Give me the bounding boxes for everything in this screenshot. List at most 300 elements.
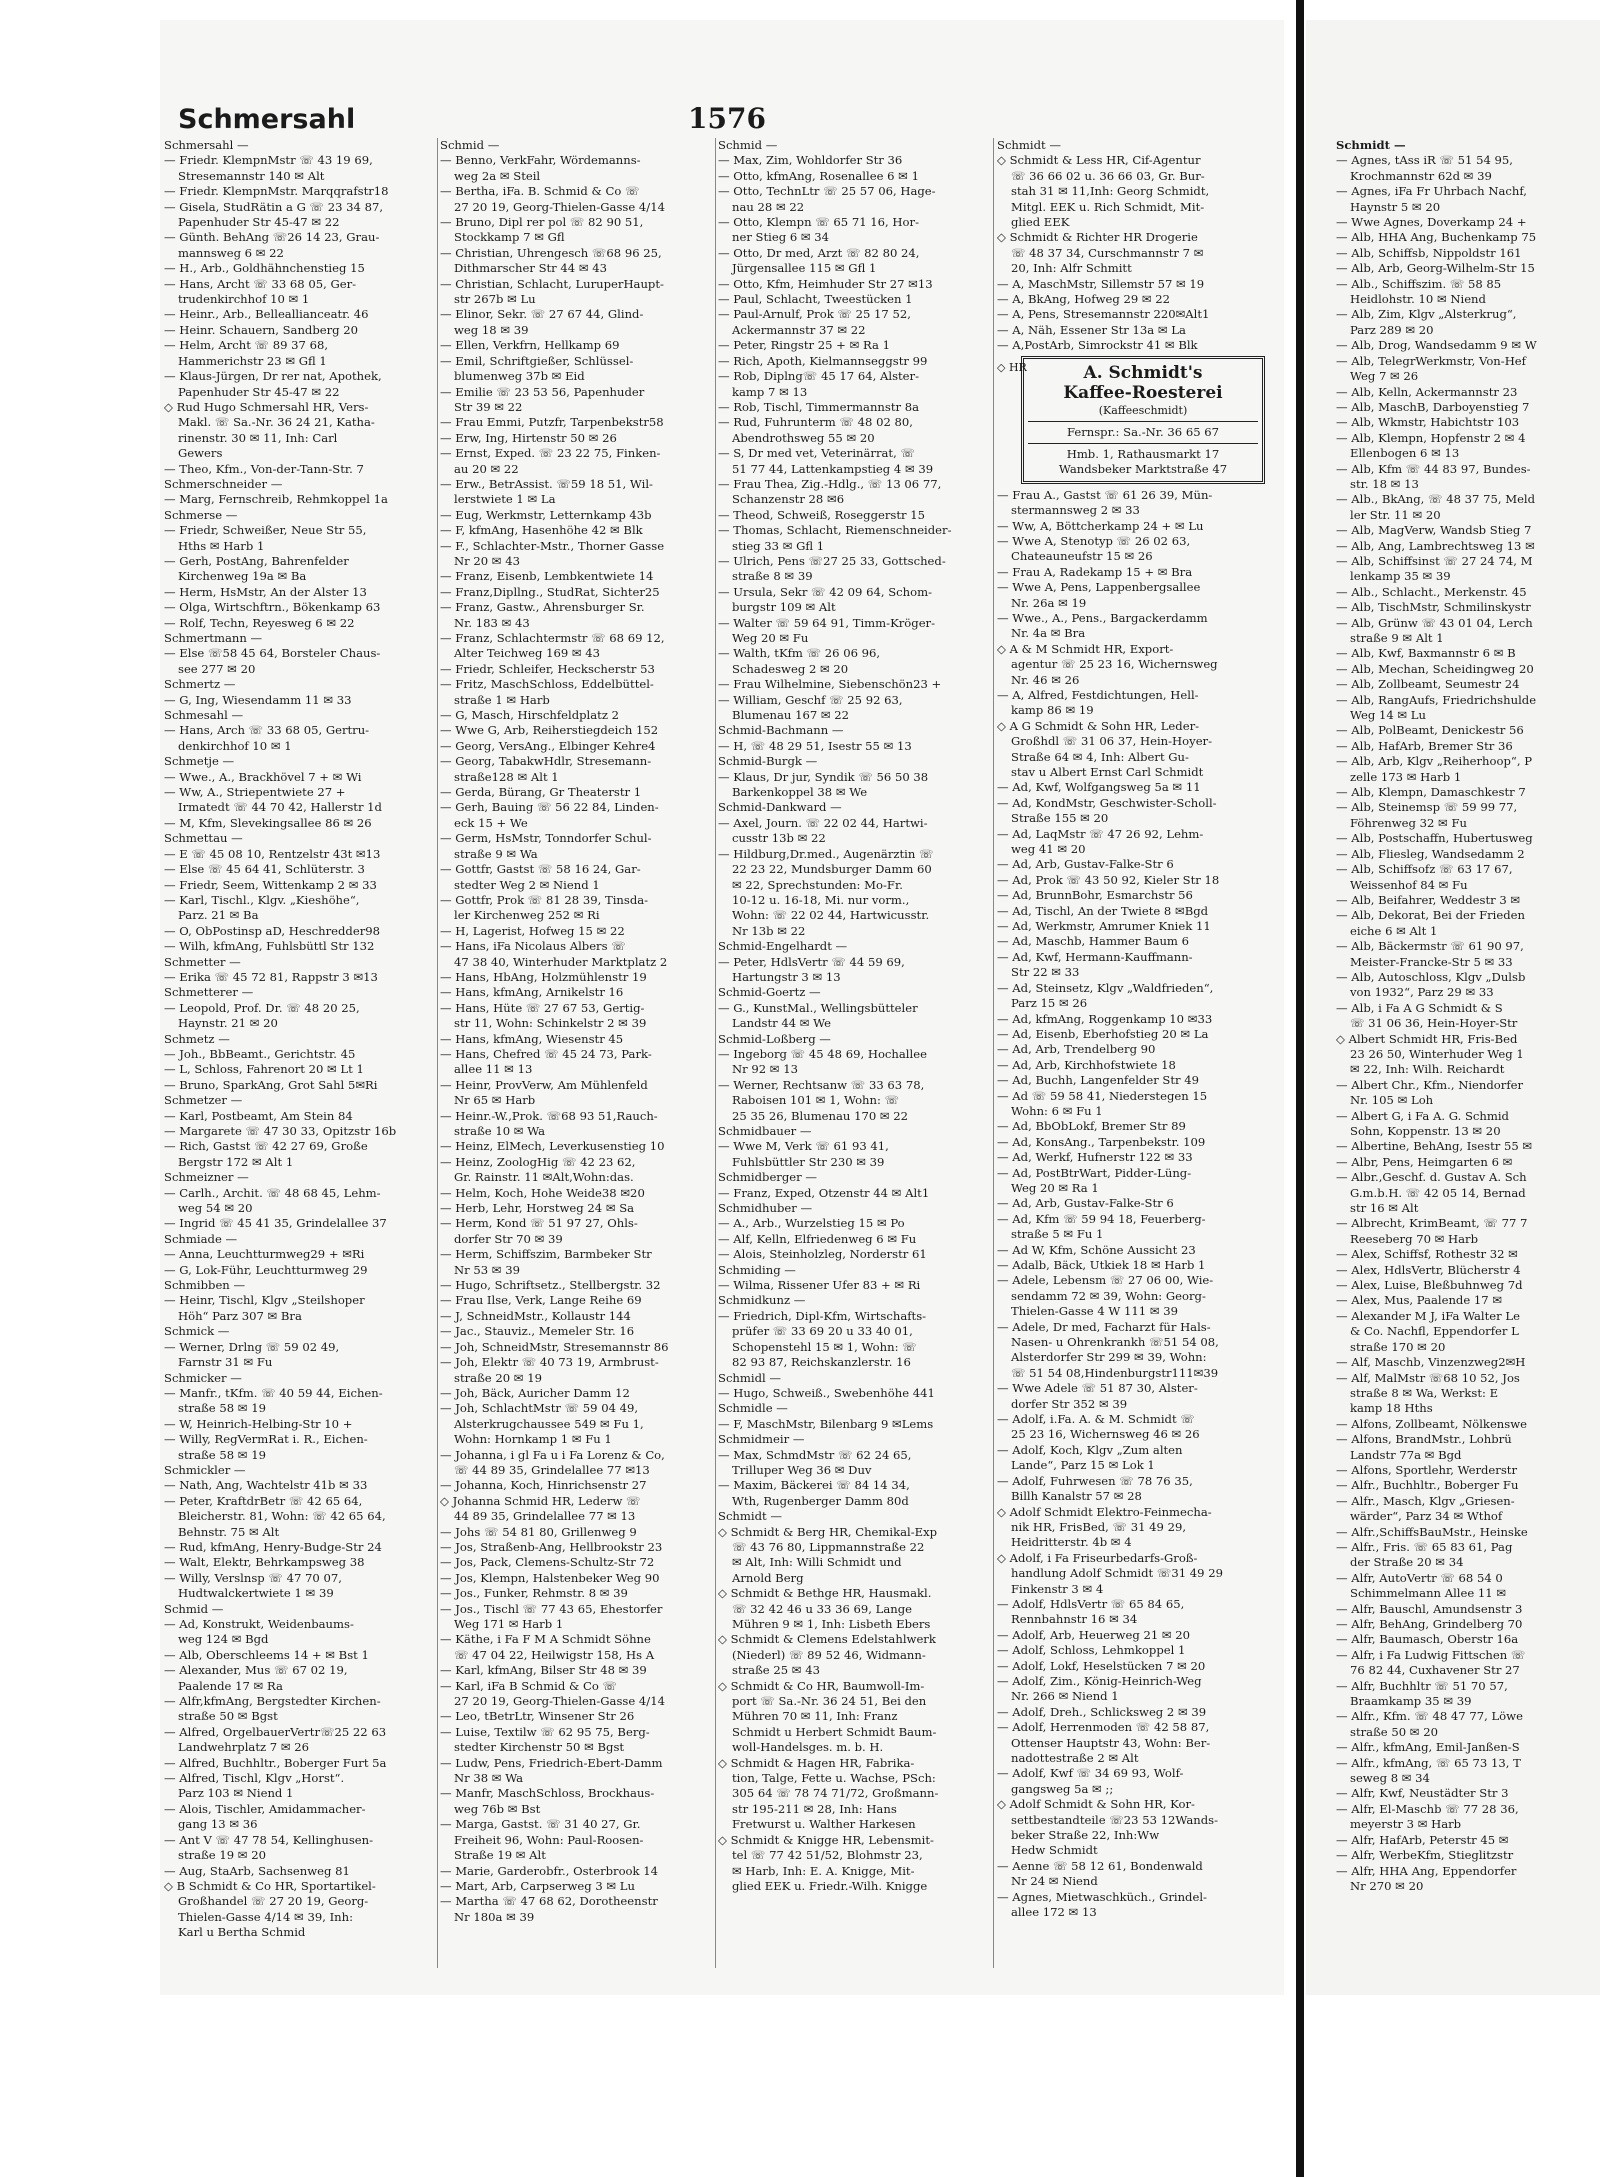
directory-entry-line: — Ad, Arb, Gustav-Falke-Str 6 [997,1196,1174,1211]
directory-entry-line: straße 19 ✉ 20 [178,1848,266,1863]
directory-entry-line: — Alb, MagVerw, Wandsb Stieg 7 [1336,523,1532,538]
directory-entry-line: — Else ☏58 45 64, Borsteler Chaus- [164,646,381,661]
directory-entry-line: — Günth. BehAng ☏26 14 23, Grau- [164,230,380,245]
directory-entry-line: — Frau Thea, Zig.-Hdlg., ☏ 13 06 77, [718,476,942,491]
directory-entry-line: — Adolf, Schloss, Lehmkoppel 1 [997,1643,1186,1658]
directory-entry-line: Thielen-Gasse 4 W 111 ✉ 39 [1011,1304,1178,1319]
directory-entry-line: Bleicherstr. 81, Wohn: ☏ 42 65 64, [178,1509,386,1524]
directory-entry-line: — Paul-Arnulf, Prok ☏ 25 17 52, [718,307,911,322]
directory-entry-line: Schmidt u Herbert Schmidt Baum- [732,1724,937,1739]
directory-entry-line: — Otto, TechnLtr ☏ 25 57 06, Hage- [718,184,936,199]
directory-entry-line: straße 50 ✉ 20 [1350,1724,1438,1739]
directory-entry-line: — Ulrich, Pens ☏27 25 33, Gottsched- [718,553,946,568]
directory-entry-line: — Rud, kfmAng, Henry-Budge-Str 24 [164,1539,382,1554]
directory-entry-line: ☏ 47 04 22, Heilwigstr 158, Hs A [454,1647,655,1662]
directory-entry-line: Parz 289 ✉ 20 [1350,322,1434,337]
directory-entry-line: 27 20 19, Georg-Thielen-Gasse 4/14 [454,199,665,214]
directory-entry-line: — Ad ☏ 59 58 41, Niederstegen 15 [997,1088,1208,1103]
directory-entry-line: — Alb, Schiffsofz ☏ 63 17 67, [1336,862,1513,877]
directory-entry-line: Nr. 4a ✉ Bra [1011,626,1086,641]
directory-entry-line: — Gottfr, Prok ☏ 81 28 39, Tinsda- [440,892,649,907]
directory-entry-line: Schmidle — [718,1401,788,1416]
directory-entry-line: — Ad, Werkmstr, Amrumer Kniek 11 [997,919,1211,934]
directory-entry-line: Schmetter — [164,954,241,969]
directory-entry-line: Landstr 44 ✉ We [732,1016,832,1031]
directory-entry-line: ◇ Schmidt & Less HR, Cif-Agentur [997,153,1201,168]
directory-entry-line: — Ludw, Pens, Friedrich-Ebert-Damm [440,1755,663,1770]
directory-entry-line: — Marga, Gastst. ☏ 31 40 27, Gr. [440,1817,641,1832]
directory-entry-line: — Hans, Hüte ☏ 27 67 53, Gertig- [440,1000,645,1015]
column-divider [715,138,716,1968]
directory-entry-line: ler Kirchenweg 252 ✉ Ri [454,908,600,923]
ad-title: Kaffee-Roesterei [1063,382,1223,403]
directory-entry-line: — Albertine, BehAng, Isestr 55 ✉ [1336,1139,1533,1154]
directory-entry-line: — Ad, Konstrukt, Weidenbaums- [164,1617,354,1631]
directory-entry-line: Schmetz — [164,1031,230,1046]
directory-entry-line: Freiheit 96, Wohn: Paul-Roosen- [454,1832,644,1847]
directory-entry-line: — Alfr., kfmAng, ☏ 65 73 13, T [1336,1755,1521,1770]
directory-entry-line: — Adalb, Bäck, Utkiek 18 ✉ Harb 1 [997,1258,1206,1272]
directory-entry-line: stav u Albert Ernst Carl Schmidt [1011,765,1204,779]
directory-entry-line: — Marg, Fernschreib, Rehmkoppel 1a [164,492,388,507]
directory-entry-line: — Heinr, ProvVerw, Am Mühlenfeld [440,1077,648,1092]
directory-entry-line: Großhdl ☏ 31 06 37, Hein-Hoyer- [1011,734,1213,749]
directory-entry-line: seweg 8 ✉ 34 [1350,1771,1430,1786]
directory-entry-line: ◇ Schmidt & Knigge HR, Lebensmit- [718,1832,934,1847]
directory-entry-line: Parz 103 ✉ Niend 1 [178,1786,294,1801]
directory-entry-line: — Adolf, Dreh., Schlicksweg 2 ✉ 39 [997,1704,1207,1719]
directory-entry-line: — Ad, PostBtrWart, Pidder-Lüng- [997,1165,1192,1180]
directory-entry-line: — Ad, BbObLokf, Bremer Str 89 [997,1119,1186,1134]
directory-entry-line: — Alb, Steinemsp ☏ 59 99 77, [1336,800,1518,815]
directory-entry-line: ◇ Schmidt & Bethge HR, Hausmakl. [718,1586,932,1601]
directory-entry-line: — Ad, Steinsetz, Klgv „Waldfrieden“, [997,980,1214,995]
directory-entry-line: Haynstr 5 ✉ 20 [1350,199,1441,214]
directory-entry-line: ◇ Adolf, i Fa Friseurbedarfs-Groß- [997,1550,1198,1565]
directory-entry-line: prüfer ☏ 33 69 20 u 33 40 01, [732,1324,913,1339]
directory-entry-line: — Adolf, Kwf ☏ 34 69 93, Wolf- [997,1766,1184,1781]
directory-entry-line: ◇ A G Schmidt & Sohn HR, Leder- [997,718,1200,733]
directory-entry-line: 82 93 87, Reichskanzlerstr. 16 [732,1355,911,1370]
directory-entry-line: weg 18 ✉ 39 [454,322,529,337]
directory-entry-line: — Georg, TabakwHdlr, Stresemann- [440,754,652,769]
directory-entry-line: 27 20 19, Georg-Thielen-Gasse 4/14 [454,1694,665,1709]
directory-entry-line: Stresemannstr 140 ✉ Alt [178,168,325,183]
directory-entry-line: Stockkamp 7 ✉ Gfl [454,230,565,245]
directory-entry-line: ◇ Adolf Schmidt & Sohn HR, Kor- [997,1797,1195,1812]
directory-entry-line: — Jos, Straßenb-Ang, Hellbrookstr 23 [440,1539,663,1554]
directory-entry-line: Weissenhof 84 ✉ Fu [1350,877,1468,892]
directory-entry-line: — Helm, Koch, Hohe Weide38 ✉20 [440,1185,645,1200]
directory-entry-line: — Alb, Grünw ☏ 43 01 04, Lerch [1336,615,1533,630]
directory-entry-line: — Margarete ☏ 47 30 33, Opitzstr 16b [164,1124,397,1138]
directory-entry-line: tel ☏ 77 42 51/52, Blohmstr 23, [732,1848,923,1863]
directory-entry-line: — Hans, Chefred ☏ 45 24 73, Park- [440,1046,652,1061]
directory-column-1 [164,138,438,1978]
directory-entry-line: Haynstr. 21 ✉ 20 [178,1016,278,1031]
directory-entry-line: — Adele, Dr med, Facharzt für Hals- [997,1319,1211,1334]
directory-entry-line: — Paul, Schlacht, Tweestücken 1 [718,292,913,307]
directory-entry-line: ◇ Johanna Schmid HR, Lederw ☏ [440,1493,641,1508]
directory-entry-line: ☏ 44 89 35, Grindelallee 77 ✉13 [454,1462,650,1477]
directory-entry-line: straße 9 ✉ Wa [454,846,538,861]
directory-entry-line: meyerstr 3 ✉ Harb [1350,1817,1462,1832]
directory-entry-line: Schmid-Burgk — [718,754,818,769]
directory-entry-line: — Johanna, Koch, Hinrichsenstr 27 [440,1478,647,1493]
directory-entry-line: Schmersahl — [164,138,249,152]
directory-entry-line: ☏ 43 76 80, Lippmannstraße 22 [732,1539,925,1554]
directory-entry-line: — Alb, Arb, Georg-Wilhelm-Str 15 [1336,261,1535,276]
directory-entry-line: eck 15 + We [454,815,528,830]
directory-entry-line: — Hans, kfmAng, Arnikelstr 16 [440,985,624,1000]
right-page-column [1336,138,1600,1978]
directory-entry-line: — Alfr, Baumasch, Oberstr 16a [1336,1632,1519,1647]
directory-entry-line: Karl u Bertha Schmid [178,1925,306,1940]
directory-entry-line: ◇ Albert Schmidt HR, Fris-Bed [1336,1031,1518,1046]
directory-entry-line: — Alb, Wkmstr, Habichtstr 103 [1336,415,1520,430]
directory-entry-line: — Fritz, MaschSchloss, Eddelbüttel- [440,677,654,692]
directory-entry-line: Nr 24 ✉ Niend [1011,1874,1098,1889]
directory-entry-line: beker Straße 22, Inh:Ww [1011,1828,1160,1843]
directory-entry-line: — Herm, HsMstr, An der Alster 13 [164,584,367,599]
directory-entry-line: — A, Pens, Stresemannstr 220✉Alt1 [997,307,1210,322]
directory-entry-line: — Agnes, Mietwaschküch., Grindel- [997,1889,1207,1904]
directory-entry-line: — Agnes, tAss iR ☏ 51 54 95, [1336,153,1513,168]
column-divider [993,138,994,1968]
directory-entry-line: Weg 20 ✉ Fu [732,631,809,645]
directory-entry-line: & Co. Nachfl, Eppendorfer L [1350,1324,1519,1339]
directory-entry-line: — F., Schlachter-Mstr., Thorner Gasse [440,538,665,553]
directory-entry-line: — Walth, tKfm ☏ 26 06 96, [718,646,881,661]
page-number: 1576 [688,102,766,135]
directory-entry-line: gangsweg 5a ✉ ;; [1011,1781,1114,1796]
directory-entry-line: — Alfr, Buchhltr ☏ 51 70 57, [1336,1678,1508,1693]
directory-entry-line: Nr 92 ✉ 13 [732,1062,798,1077]
directory-entry-line: — Anna, Leuchtturmweg29 + ✉Ri [164,1247,365,1262]
directory-entry-line: — Jos, Pack, Clemens-Schultz-Str 72 [440,1555,655,1570]
directory-entry-line: — Werner, Rechtsanw ☏ 33 63 78, [718,1077,925,1092]
directory-entry-line: weg 124 ✉ Bgd [178,1632,269,1647]
directory-entry-line: — Friedr. KlempnMstr ☏ 43 19 69, [164,153,373,168]
directory-entry-line: — Albert G, i Fa A. G. Schmid [1336,1108,1509,1123]
directory-entry-line: Nr. 105 ✉ Loh [1350,1093,1434,1108]
directory-entry-line: — Nath, Ang, Wachtelstr 41b ✉ 33 [164,1478,368,1493]
directory-entry-line: Paalende 17 ✉ Ra [178,1678,283,1693]
directory-entry-line: Nr. 26a ✉ 19 [1011,595,1087,610]
directory-entry-line: — Albrecht, KrimBeamt, ☏ 77 7 [1336,1216,1528,1231]
directory-entry-line: Nasen- u Ohrenkrankh ☏51 54 08, [1011,1335,1219,1350]
directory-entry-line: — Alfr, WerbeKfm, Stieglitzstr [1336,1848,1514,1863]
directory-entry-line: — Hans, iFa Nicolaus Albers ☏ [440,939,626,954]
directory-column-2 [440,138,714,1978]
directory-entry-line: 25 23 16, Wichernsweg 46 ✉ 26 [1011,1427,1200,1442]
directory-entry-line: Krochmannstr 62d ✉ 39 [1350,168,1492,183]
directory-entry-line: kamp 86 ✉ 19 [1011,703,1094,718]
directory-entry-line: Landstr 77a ✉ Bgd [1350,1447,1462,1462]
directory-entry-line: — Otto, Dr med, Arzt ☏ 82 80 24, [718,245,920,260]
directory-entry-line: ◇ Schmidt & Clemens Edelstahlwerk [718,1632,936,1647]
directory-entry-line: — Alb, Postschaffn, Hubertusweg [1336,831,1533,846]
directory-entry-line: — Bruno, SparkAng, Grot Sahl 5✉Ri [164,1077,378,1092]
directory-entry-line: — Walter ☏ 59 64 91, Timm-Kröger- [718,615,936,630]
directory-entry-line: — Heinr. Schauern, Sandberg 20 [164,322,359,337]
directory-entry-line: — Alfons, Sportlehr, Werderstr [1336,1462,1517,1477]
directory-entry-line: Chateauneufstr 15 ✉ 26 [1011,549,1153,564]
directory-entry-line: — Eug, Werkmstr, Letternkamp 43b [440,507,652,522]
hr-marker: ◇ HR [997,360,1027,374]
directory-entry-line: — Adolf, i.Fa. A. & M. Schmidt ☏ [997,1412,1195,1427]
directory-entry-line: Schmidt — [718,1509,782,1524]
directory-entry-line: Jürgensallee 115 ✉ Gfl 1 [732,261,877,276]
directory-entry-line: — Alb, Zim, Klgv „Alsterkrug“, [1336,307,1517,322]
directory-entry-line: Wth, Rugenberger Damm 80d [732,1493,909,1508]
directory-entry-line: — Alex, Schiffsf, Rothestr 32 ✉ [1336,1247,1518,1262]
directory-entry-line: Hudtwalckertwiete 1 ✉ 39 [178,1586,334,1601]
directory-entry-line: Schadesweg 2 ✉ 20 [732,661,849,676]
directory-entry-line: — Alb, Zollbeamt, Seumestr 24 [1336,677,1520,692]
directory-entry-line: zelle 173 ✉ Harb 1 [1350,769,1462,784]
directory-entry-line: handlung Adolf Schmidt ☏31 49 29 [1011,1566,1223,1581]
directory-entry-line: — Alb, Beifahrer, Weddestr 3 ✉ [1336,892,1521,907]
directory-entry-line: — Ww, A., Striepentwiete 27 + [164,785,346,800]
directory-entry-line: straße 9 ✉ Alt 1 [1350,631,1444,645]
directory-entry-line: — Ad, LaqMstr ☏ 47 26 92, Lehm- [997,826,1204,841]
directory-entry-line: Nr 20 ✉ 43 [454,553,520,568]
directory-entry-line: Schmesahl — [164,708,244,723]
directory-entry-line: ◇ Adolf Schmidt Elektro-Feinmecha- [997,1504,1212,1519]
directory-entry-line: Rennbahnstr 16 ✉ 34 [1011,1612,1138,1627]
directory-entry-line: Landwehrplatz 7 ✉ 26 [178,1740,310,1755]
directory-entry-line: — Otto, kfmAng, Rosenallee 6 ✉ 1 [718,168,919,183]
directory-entry-line: 51 77 44, Lattenkampstieg 4 ✉ 39 [732,461,934,476]
directory-entry-line: Blumenau 167 ✉ 22 [732,708,850,723]
directory-entry-line: — Ad, Arb, Kirchhofstwiete 18 [997,1057,1176,1072]
directory-entry-line: — Ad, Werkf, Hufnerstr 122 ✉ 33 [997,1150,1193,1165]
directory-entry-line: — Rich, Apoth, Kielmannseggstr 99 [718,353,928,368]
directory-entry-line: Finkenstr 3 ✉ 4 [1011,1581,1104,1596]
directory-entry-line: 305 64 ☏ 78 74 71/72, Großmann- [732,1786,939,1801]
directory-entry-line: ✉ 22, Inh: Wilh. Reichardt [1350,1062,1505,1077]
directory-entry-line: Schmid — [718,138,778,152]
directory-entry-line: — Alb, TelegrWerkmstr, Von-Hef [1336,353,1526,368]
directory-entry-line: ☏ 36 66 02 u. 36 66 03, Gr. Bur- [1011,168,1205,183]
directory-entry-line: — Benno, VerkFahr, Wördemanns- [440,153,641,168]
directory-entry-line: — F, kfmAng, Hasenhöhe 42 ✉ Blk [440,523,643,538]
directory-entry-line: — Frau Wilhelmine, Siebenschön23 + [718,677,942,692]
directory-entry-line: — Alb, Dekorat, Bei der Frieden [1336,908,1525,923]
directory-entry-line: wärder“, Parz 34 ✉ Wthof [1350,1509,1503,1524]
directory-entry-line: — Alois, Tischler, Amidammacher- [164,1801,366,1816]
directory-entry-line: — Alb, TischMstr, Schmilinskystr [1336,600,1531,615]
directory-entry-line: Weg 171 ✉ Harb 1 [454,1617,564,1631]
directory-entry-line: 10-12 u. 16-18, Mi. nur vorm., [732,892,910,907]
directory-entry-line: — Alfr., Kfm. ☏ 48 47 77, Löwe [1336,1709,1523,1724]
directory-entry-line: — G, Lok-Führ, Leuchtturmweg 29 [164,1262,368,1277]
directory-entry-line: — Alb, Kwf, Baxmannstr 6 ✉ B [1336,646,1516,661]
directory-entry-line: nik HR, FrisBed, ☏ 31 49 29, [1011,1519,1187,1534]
directory-entry-line: Alsterkrugchaussee 549 ✉ Fu 1, [454,1416,644,1431]
directory-entry-line: — Wwe., A., Pens., Bargackerdamm [997,610,1208,625]
directory-entry-line: 20, Inh: Alfr Schmitt [1011,261,1132,276]
directory-entry-line: Schmidberger — [718,1170,817,1185]
directory-entry-line: — Franz, Schlachtermstr ☏ 68 69 12, [440,631,665,645]
directory-entry-line: — Else ☏ 45 64 41, Schlüterstr. 3 [164,862,365,877]
directory-entry-line: Schmid-Bachmann — [718,723,844,738]
directory-entry-line: — Alb, RangAufs, Friedrichshulde [1336,692,1537,707]
directory-entry-line: — Ernst, Exped. ☏ 23 22 75, Finken- [440,446,661,461]
directory-entry-line: Nr 53 ✉ 39 [454,1262,520,1277]
directory-entry-line: woll-Handelsges. m. b. H. [732,1740,884,1755]
directory-entry-line: Arnold Berg [732,1570,804,1585]
directory-entry-line: — Willy, Verslnsp ☏ 47 70 07, [164,1570,342,1585]
directory-entry-line: — Jos, Klempn, Halstenbeker Weg 90 [440,1570,660,1585]
directory-entry-line: Papenhuder Str 45-47 ✉ 22 [178,384,340,399]
directory-entry-line: — Rob, Tischl, Timmermannstr 8a [718,399,920,414]
ad-address: Wandsbeker Marktstraße 47 [1058,461,1228,476]
directory-entry-line: lerstwiete 1 ✉ La [454,492,556,507]
directory-entry-line: — Rud, Fuhrunterm ☏ 48 02 80, [718,415,913,430]
directory-entry-line: — Alb, HHA Ang, Buchenkamp 75 [1336,230,1537,245]
directory-entry-line: — Alb., BkAng, ☏ 48 37 75, Meld [1336,492,1536,507]
directory-entry-line: kamp 7 ✉ 13 [732,384,808,399]
directory-entry-line: Schimmelmann Allee 11 ✉ [1350,1586,1507,1601]
directory-entry-line: (Niederl) ☏ 89 52 46, Widmann- [732,1647,926,1662]
directory-entry-line: — Alb, Mechan, Scheidingweg 20 [1336,661,1534,676]
directory-entry-line: Schanzenstr 28 ✉6 [732,492,845,507]
directory-entry-line: ner Stieg 6 ✉ 34 [732,230,830,245]
directory-entry-line: — Aenne ☏ 58 12 61, Bondenwald [997,1858,1203,1873]
directory-entry-line: — Alfr., Buchhltr., Boberger Fu [1336,1478,1519,1493]
directory-entry-line: — Hans, Archt ☏ 33 68 05, Ger- [164,276,357,291]
directory-entry-line: ☏ 31 06 36, Hein-Hoyer-Str [1350,1016,1518,1031]
directory-entry-line: — Germ, HsMstr, Tonndorfer Schul- [440,831,652,846]
directory-entry-line: — Alb, Bäckermstr ☏ 61 90 97, [1336,939,1524,954]
directory-entry-line: — Alex, HdlsVertr, Blücherstr 4 [1336,1262,1521,1277]
directory-entry-line: — Friedr. KlempnMstr. Marqqrafstr18 [164,184,389,199]
directory-entry-line: Gr. Rainstr. 11 ✉Alt,Wohn:das. [454,1170,634,1185]
directory-entry-line: — Friedr, Schleifer, Heckscherstr 53 [440,661,655,676]
directory-entry-line: Nr 13b ✉ 22 [732,923,806,938]
directory-entry-line: — Erw., BetrAssist. ☏59 18 51, Wil- [440,476,653,491]
directory-entry-line: — Peter, KraftdrBetr ☏ 42 65 64, [164,1493,363,1508]
directory-entry-line: — Johanna, i gl Fa u i Fa Lorenz & Co, [440,1447,665,1462]
directory-entry-line: — Luise, Textilw ☏ 62 95 75, Berg- [440,1724,650,1739]
directory-entry-line: — Friedr, Schweißer, Neue Str 55, [164,523,367,538]
directory-entry-line: ◇ Schmidt & Hagen HR, Fabrika- [718,1755,915,1770]
directory-entry-line: Schmettau — [164,831,243,846]
directory-entry-line: Hths ✉ Harb 1 [178,538,265,553]
directory-entry-line: glied EEK u. Friedr.-Wilh. Knigge [732,1878,928,1893]
directory-entry-line: — Jos., Tischl ☏ 77 43 65, Ehestorfer [440,1601,663,1616]
directory-entry-line: — Alfr, i Fa Ludwig Fittschen ☏ [1336,1647,1526,1662]
directory-entry-line: — Wilma, Rissener Ufer 83 + ✉ Ri [718,1278,921,1293]
directory-entry-line: — Ad, Prok ☏ 43 50 92, Kieler Str 18 [997,872,1220,887]
directory-entry-line: — Joh, SchneidMstr, Stresemannstr 86 [440,1339,669,1354]
directory-entry-line: Schmertmann — [164,631,263,645]
directory-entry-line: Nr. 46 ✉ 26 [1011,672,1080,687]
directory-entry-line: dorfer Str 352 ✉ 39 [1011,1396,1128,1411]
directory-entry-line: — Mart, Arb, Carpserweg 3 ✉ Lu [440,1878,635,1893]
directory-entry-line: Kirchenweg 19a ✉ Ba [178,569,307,584]
directory-entry-line: — Alfred, Tischl, Klgv „Horst“. [164,1771,345,1786]
directory-entry-line: — Alb, Oberschleems 14 + ✉ Bst 1 [164,1647,369,1662]
directory-entry-line: — Wwe M, Verk ☏ 61 93 41, [718,1139,889,1154]
directory-entry-line: ✉ 22, Sprechstunden: Mo-Fr. [732,877,903,892]
directory-entry-line: — Adolf, Lokf, Heselstücken 7 ✉ 20 [997,1658,1206,1673]
directory-entry-line: straße128 ✉ Alt 1 [454,769,559,784]
directory-entry-line: — Ad, Maschb, Hammer Baum 6 [997,934,1189,949]
directory-entry-line: Alter Teichweg 169 ✉ 43 [454,646,601,661]
directory-entry-line: cusstr 13b ✉ 22 [732,831,826,846]
directory-entry-line: straße 8 ✉ 39 [732,569,813,584]
ad-address: Hmb. 1, Rathausmarkt 17 [1066,446,1220,461]
directory-entry-line: — Alfr., kfmAng, Emil-Janßen-S [1336,1740,1520,1755]
directory-entry-line: Schmibben — [164,1278,246,1293]
directory-entry-line: Großhandel ☏ 27 20 19, Georg- [178,1894,369,1909]
directory-entry-line: — Albert Chr., Kfm., Niendorfer [1336,1077,1524,1092]
directory-entry-line: — Alfons, Zollbeamt, Nölkenswe [1336,1416,1528,1431]
directory-entry-line: — H, Lagerist, Hofweg 15 ✉ 22 [440,923,625,938]
directory-entry-line: Nr 180a ✉ 39 [454,1909,535,1924]
directory-entry-line: — Franz,Dipllng., StudRat, Sichter25 [440,584,660,599]
directory-entry-line: — Alfred, OrgelbauerVertr☏25 22 63 [164,1724,387,1739]
directory-entry-line: ◇ A & M Schmidt HR, Export- [997,641,1174,656]
directory-entry-line: — Ad, kfmAng, Roggenkamp 10 ✉33 [997,1011,1213,1026]
directory-entry-line: Schmidt — [997,138,1061,152]
directory-entry-line: — Alb, Kelln, Ackermannstr 23 [1336,384,1518,399]
directory-entry-line: — Alfr, El-Maschb ☏ 77 28 36, [1336,1801,1519,1816]
directory-entry-line: Mühren 70 ✉ 11, Inh: Franz [732,1709,898,1724]
directory-entry-line: straße 20 ✉ 19 [454,1370,542,1385]
directory-entry-line: Fuhlsbüttler Str 230 ✉ 39 [732,1154,885,1169]
directory-entry-line: — Ingeborg ☏ 45 48 69, Hochallee [718,1046,927,1061]
directory-entry-line: Makl. ☏ Sa.-Nr. 36 24 21, Katha- [178,415,375,430]
directory-entry-line: weg 76b ✉ Bst [454,1801,541,1816]
directory-entry-line: Hammerichstr 23 ✉ Gfl 1 [178,353,327,368]
directory-entry-line: blumenweg 37b ✉ Eid [454,369,585,384]
directory-entry-line: — Alf, Kelln, Elfriedenweg 6 ✉ Fu [718,1231,917,1246]
directory-entry-line: — Ww, A, Böttcherkamp 24 + ✉ Lu [997,518,1204,533]
directory-entry-line: — Walt, Elektr, Behrkampsweg 38 [164,1555,365,1570]
directory-entry-line: — J, SchneidMstr., Kollaustr 144 [440,1308,631,1323]
directory-entry-line: Wohn: ☏ 22 02 44, Hartwicusstr. [732,908,930,923]
directory-entry-line: Sohn, Koppenstr. 13 ✉ 20 [1350,1124,1501,1138]
directory-entry-line: — Alfr., Fris. ☏ 65 83 61, Pag [1336,1539,1513,1554]
directory-entry-line: allee 172 ✉ 13 [1011,1905,1097,1920]
directory-entry-line: Schmidl — [718,1370,782,1385]
directory-entry-line: — Alfr.,SchiffsBauMstr., Heinske [1336,1524,1528,1539]
directory-entry-line: — S, Dr med vet, Veterinärrat, ☏ [718,446,915,461]
directory-entry-line: Barkenkoppel 38 ✉ We [732,785,868,800]
directory-entry-line: straße 50 ✉ Bgst [178,1709,278,1724]
directory-entry-line: — Alb, Kfm ☏ 44 83 97, Bundes- [1336,461,1531,476]
directory-column-3 [718,138,992,1978]
directory-entry-line: — Alfr, HafArb, Peterstr 45 ✉ [1336,1832,1509,1847]
directory-entry-line: — Alex, Mus, Paalende 17 ✉ [1336,1293,1503,1308]
directory-entry-line: — Erika ☏ 45 72 81, Rappstr 3 ✉13 [164,969,378,984]
directory-entry-line: — A., Arb., Wurzelstieg 15 ✉ Po [718,1216,905,1231]
directory-entry-line: — Adolf, HdlsVertr ☏ 65 84 65, [997,1596,1185,1611]
directory-entry-line: — Gisela, StudRätin a G ☏ 23 34 87, [164,199,384,214]
directory-entry-line: — Käthe, i Fa F M A Schmidt Söhne [440,1632,651,1647]
directory-entry-line: — Otto, Klempn ☏ 65 71 16, Hor- [718,215,919,230]
column-divider [437,138,438,1968]
directory-entry-line: — Wwe A, Pens, Lappenbergsallee [997,580,1201,595]
directory-entry-line: — W, Heinrich-Helbing-Str 10 + [164,1416,353,1431]
directory-entry-line: — Erw, Ing, Hirtenstr 50 ✉ 26 [440,430,617,445]
directory-entry-line: — Karl, Postbeamt, Am Stein 84 [164,1108,353,1123]
directory-entry-line: — M, Kfm, Slevekingsallee 86 ✉ 26 [164,815,372,830]
